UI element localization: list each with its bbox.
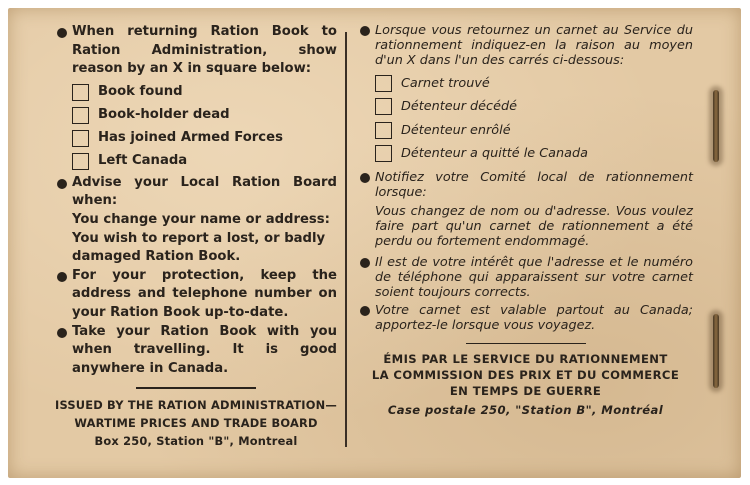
return-instruction-fr: Lorsque vous retournez un carnet au Service du rationnement indiquez-en la raison au moyen d'un X dans l'un des carrés ci-dessous: xyxy=(358,23,693,69)
checkbox-label: Carnet trouvé xyxy=(401,75,490,91)
ration-book-card xyxy=(8,8,741,478)
staple-top xyxy=(713,90,719,162)
advise-item-name-change: You change your name or address: xyxy=(72,211,330,227)
checkbox-carnet-trouve[interactable] xyxy=(358,72,693,96)
french-column xyxy=(358,23,693,418)
checkbox-label: Détenteur décédé xyxy=(401,99,517,115)
notify-items-fr: Vous changez de nom ou d'adresse. Vous voulez faire part qu'un carnet de rationnement a été perdu ou fortement endommagé. xyxy=(375,204,693,250)
issued-line-4-fr: Case postale 250, "Station B", Montréal xyxy=(387,403,664,418)
checkbox-square[interactable] xyxy=(72,107,89,124)
divider-rule-fr xyxy=(466,343,586,345)
checkbox-label: Has joined Armed Forces xyxy=(98,129,283,145)
issued-line-2-fr: LA COMMISSION DES PRIX ET DU COMMERCE xyxy=(371,368,680,383)
checkbox-square[interactable] xyxy=(72,130,89,147)
checkbox-label: Left Canada xyxy=(98,152,188,168)
issued-by-english xyxy=(55,396,337,450)
english-column xyxy=(55,23,337,450)
valid-note-fr: Votre carnet est valable partout au Canada; apportez-le lorsque vous voyagez. xyxy=(358,303,693,333)
checkbox-left-canada[interactable] xyxy=(55,150,337,173)
advise-item-lost-book: You wish to report a lost, or badly damaged Ration Book. xyxy=(72,230,326,265)
advise-heading: Advise your Local Ration Board when: xyxy=(55,174,337,211)
issued-line-1-fr: ÉMIS PAR LE SERVICE DU RATIONNEMENT xyxy=(383,352,668,367)
checkbox-label: Détenteur a quitté le Canada xyxy=(401,146,588,162)
checkbox-square[interactable] xyxy=(375,75,392,92)
checkbox-square[interactable] xyxy=(375,98,392,115)
reason-checkbox-list xyxy=(55,81,337,173)
checkbox-square[interactable] xyxy=(375,145,392,162)
checkbox-square[interactable] xyxy=(375,122,392,139)
protection-note: For your protection, keep the address and telephone number on your Ration Book up-to-date. xyxy=(55,267,337,323)
checkbox-book-holder-dead[interactable] xyxy=(55,104,337,127)
checkbox-detenteur-enrole[interactable] xyxy=(358,119,693,143)
checkbox-square[interactable] xyxy=(72,153,89,170)
issued-by-french xyxy=(358,351,693,418)
checkbox-square[interactable] xyxy=(72,84,89,101)
checkbox-detenteur-quitte[interactable] xyxy=(358,142,693,166)
checkbox-label: Book-holder dead xyxy=(98,106,230,122)
take-book-note: Take your Ration Book with you when travelling. It is good anywhere in Canada. xyxy=(55,323,337,379)
interest-note-fr: Il est de votre intérêt que l'adresse et le numéro de téléphone qui apparaissent sur votre carnet soient toujours corrects. xyxy=(358,255,693,301)
issued-line-1: ISSUED BY THE RATION ADMINISTRATION— xyxy=(55,397,337,412)
divider-rule xyxy=(136,387,256,389)
return-instruction: When returning Ration Book to Ration Administration, show reason by an X in square below: xyxy=(55,23,337,79)
staple-bottom xyxy=(713,314,719,388)
issued-line-3-fr: EN TEMPS DE GUERRE xyxy=(449,384,602,399)
checkbox-detenteur-decede[interactable] xyxy=(358,95,693,119)
issued-line-2: WARTIME PRICES AND TRADE BOARD xyxy=(74,415,318,430)
checkbox-label: Book found xyxy=(98,83,183,99)
checkbox-label: Détenteur enrôlé xyxy=(401,122,511,138)
notify-heading-fr: Notifiez votre Comité local de rationnement lorsque: xyxy=(358,170,693,200)
issued-line-3: Box 250, Station "B", Montreal xyxy=(94,433,298,448)
checkbox-joined-armed-forces[interactable] xyxy=(55,127,337,150)
checkbox-book-found[interactable] xyxy=(55,81,337,104)
column-divider xyxy=(345,32,347,447)
reason-checkbox-list-fr xyxy=(358,72,693,166)
